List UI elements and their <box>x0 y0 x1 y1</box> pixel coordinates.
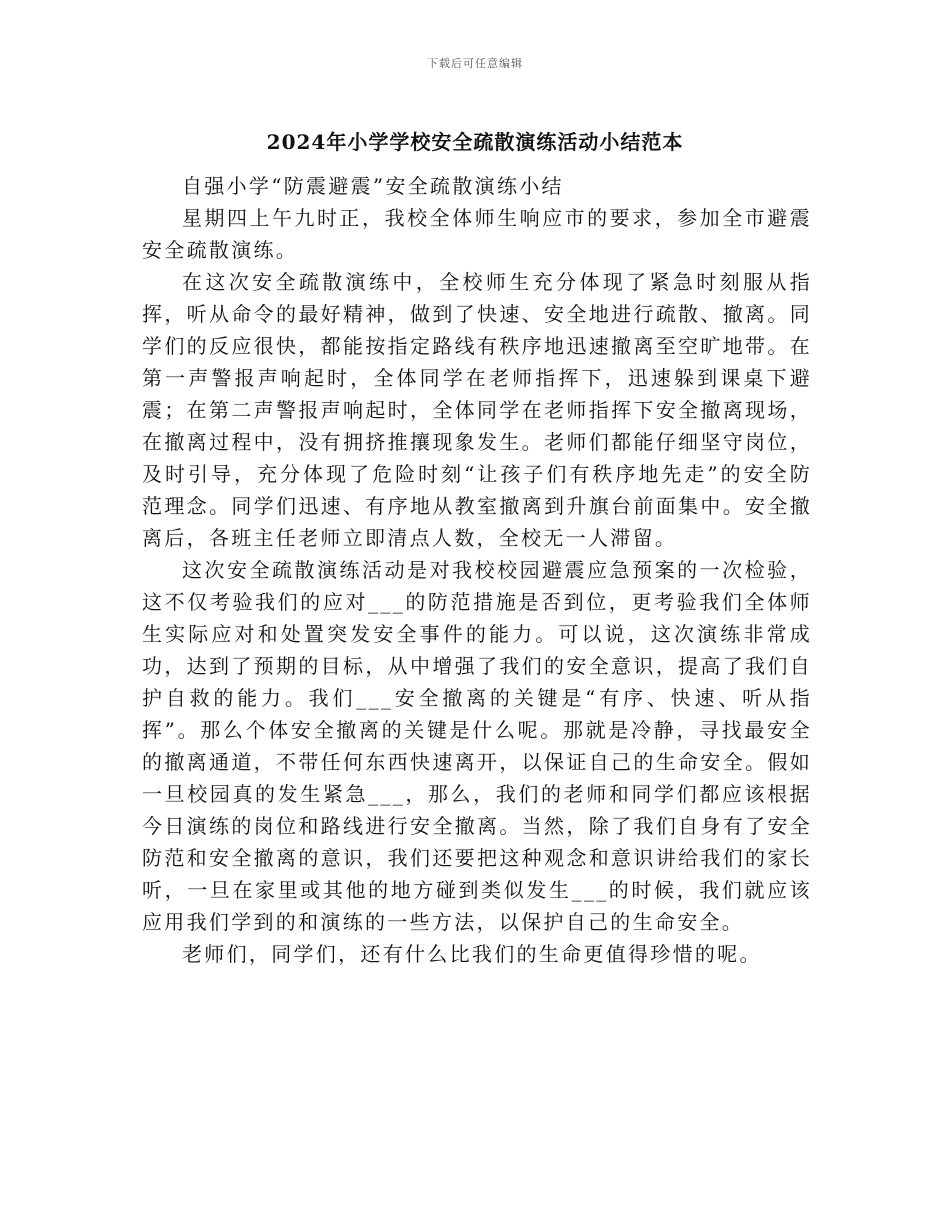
paragraph-subtitle: 自强小学“防震避震”安全疏散演练小结 <box>182 174 564 198</box>
paragraph-evaluation: 这次安全疏散演练活动是对我校校园避震应急预案的一次检验，这不仅考验我们的应对___的防范措施是否到位，更考验我们全体师生实际应对和处置突发安全事件的能力。可以说，这次演练非常成功，达到了预期的目标，从中增强了我们的安全意识，提高了我们自护自救的能力。我们___安全撤离的关键是“有序、快速、听从指挥”。那么个体安全撤离的关键是什么呢。那就是冷静，寻找最安全的撤离通道，不带任何东西快速离开，以保证自己的生命安全。假如一旦校园真的发生紧急___，那么，我们的老师和同学们都应该根据今日演练的岗位和路线进行安全撤离。当然，除了我们自身有了安全防范和安全撤离的意识，我们还要把这种观念和意识讲给我们的家长听，一旦在家里或其他的地方碰到类似发生___的时候，我们就应该应用我们学到的和演练的一些方法，以保护自己的生命安全。 <box>142 558 812 934</box>
paragraph-intro: 星期四上午九时正，我校全体师生响应市的要求，参加全市避震安全疏散演练。 <box>142 206 812 262</box>
page-header-note: 下载后可任意编辑 <box>427 57 523 70</box>
document-body <box>142 170 812 970</box>
document-title: 2024年小学学校安全疏散演练活动小结范本 <box>266 130 684 154</box>
paragraph-process: 在这次安全疏散演练中，全校师生充分体现了紧急时刻服从指挥，听从命令的最好精神，做到了快速、安全地进行疏散、撤离。同学们的反应很快，都能按指定路线有秩序地迅速撤离至空旷地带。在第一声警报声响起时，全体同学在老师指挥下，迅速躲到课桌下避震；在第二声警报声响起时，全体同学在老师指挥下安全撤离现场，在撤离过程中，没有拥挤推攘现象发生。老师们都能仔细坚守岗位，及时引导，充分体现了危险时刻“让孩子们有秩序地先走”的安全防范理念。同学们迅速、有序地从教室撤离到升旗台前面集中。安全撤离后，各班主任老师立即清点人数，全校无一人滞留。 <box>142 270 812 550</box>
paragraph-closing: 老师们，同学们，还有什么比我们的生命更值得珍惜的呢。 <box>182 942 762 966</box>
